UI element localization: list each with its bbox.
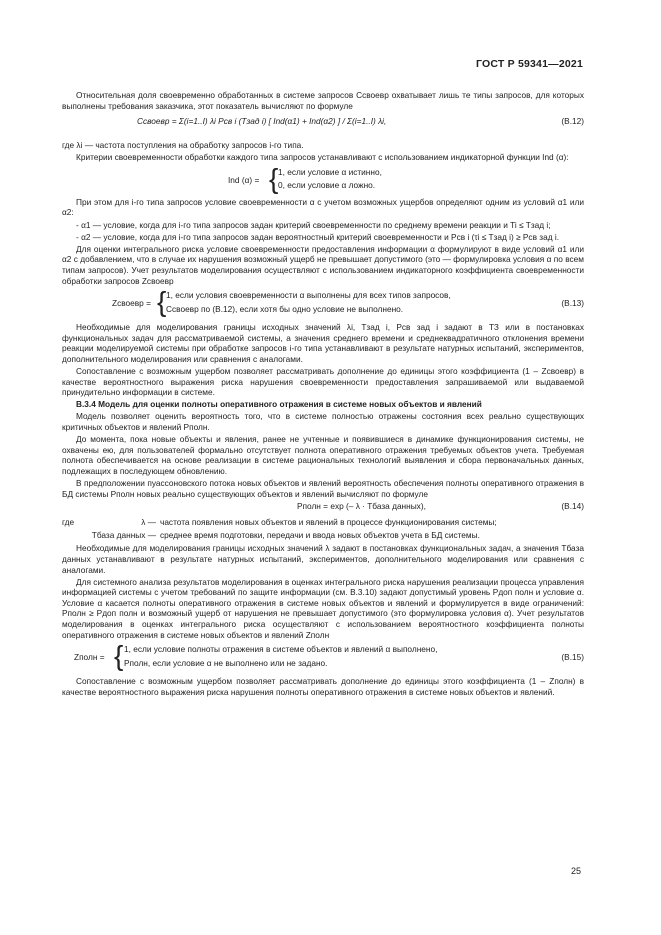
standard-header: ГОСТ Р 59341—2021 <box>475 58 583 70</box>
paragraph: где λi — частота поступления на обработку запросов i-го типа. <box>62 140 304 151</box>
formula-case: 1, если условие α истинно, <box>278 166 382 177</box>
paragraph: Для оценки интегрального риска условие своевременности предоставления информации α формулируют в виде условий α1 или α2 с добавлением, что в случае их нарушения возможный ущерб не превышает допустимого (это — формулировка условия α по всем типам запросов). Учет результатов моделирования осуществляют с использованием индикаторного коэффициента своевременности обработки запросов Zсвоевр <box>62 243 584 286</box>
formula-number: (B.14) <box>561 501 584 512</box>
paragraph: До момента, пока новые объекты и явления, ранее не учтенные и появившиеся в динамике функционирования системы, не охвачены ею, для пользователей формально отсутствует полнота оперативного отражения требуемых объектов учета. Требуемая полнота обеспечивается на основе реализации в системе рациональных технологий выявления и сбора первоначальных данных, подлежащих в последующем обновлению. <box>62 434 584 476</box>
where-label: где λ — <box>62 517 156 528</box>
formula-case: Cсвоевр по (B.12), если хотя бы одно условие не выполнено. <box>166 304 404 315</box>
paragraph: - α2 — условие, когда для i-го типа запросов задан вероятностный критерий своевременности и Pсв i (τi ≤ Tзад i) ≥ Pсв зад i. <box>76 231 559 242</box>
paragraph: Необходимые для моделирования границы исходных значений λi, Tзад i, Pсв зад i задают в ТЗ или в постановках функциональных задач для рассматриваемой системы, а значения среднего времени и среднеквадратичного отклонения времени реакции моделируемой системы при обработке запросов i-го типа устанавливают в результате натурных испытаний, экспериментов, дополнительного моделирования или сравнения с аналогами. <box>62 322 584 364</box>
paragraph: Необходимые для моделирования границы исходных значений λ задают в постановках функциональных задач, а значения Tбаза данных устанавливают в результате натурных испытаний, экспериментов, дополнительного моделирования или сравнения с аналогами. <box>62 543 584 575</box>
brace-icon: { <box>114 640 124 672</box>
formula-case: 1, если условие полноты отражения в системе объектов и явлений α выполнено, <box>124 644 438 655</box>
paragraph: Относительная доля своевременно обработанных в системе запросов Cсвоевр охватывает лишь те типы запросов, для которых выполнены требования заказчика, этот показатель вычисляют по формуле <box>62 90 584 111</box>
where-list <box>62 517 584 528</box>
formula-number: (B.13) <box>561 298 584 309</box>
formula-lhs: Ind (α) = <box>228 174 260 185</box>
section-heading: В.3.4 Модель для оценки полноты оперативного отражения в системе новых объектов и явлений <box>76 399 482 410</box>
formula-case: Pполн, если условие α не выполнено или не задано. <box>124 658 328 669</box>
where-list <box>62 530 584 541</box>
page-number: 25 <box>570 866 581 876</box>
formula-case: 0, если условие α ложно. <box>278 179 376 190</box>
formula-b12 <box>62 116 584 134</box>
formula-b13 <box>62 286 584 318</box>
formula-b15 <box>62 640 584 672</box>
paragraph: Сопоставление с возможным ущербом позволяет рассматривать дополнение до единицы этого коэффициента (1 – Zполн) в качестве вероятностного выражения риска нарушения полноты оперативного отражения в системе новых объектов и явлений. <box>62 676 584 697</box>
formula-text: Pполн = exp (– λ · Tбаза данных), <box>297 501 426 512</box>
where-item: частота появления новых объектов и явлений в процессе функционирования системы; <box>160 517 497 528</box>
formula-number: (B.12) <box>561 116 584 127</box>
where-item: среднее время подготовки, передачи и ввода новых объектов учета в БД системы. <box>160 529 480 540</box>
formula-case: 1, если условия своевременности α выполнены для всех типов запросов, <box>166 290 451 301</box>
brace-icon: { <box>269 162 279 194</box>
paragraph: При этом для i-го типа запросов условие своевременности α с учетом возможных ущербов определяют одним из условий α1 или α2: <box>62 196 584 218</box>
formula-number: (B.15) <box>561 652 584 663</box>
formula-lhs: Zсвоевр = <box>112 298 151 309</box>
paragraph: Сопоставление с возможным ущербом позволяет рассматривать дополнение до единицы этого коэффициента (1 – Zсвоевр) в качестве вероятностного выражения риска нарушения своевременности предоставления запрашиваемой или выдаваемой принудительно информации в системе. <box>62 366 584 398</box>
formula-indicator <box>62 162 584 194</box>
paragraph: - α1 — условие, когда для i-го типа запросов задан критерий своевременности по среднему времени реакции и Ti ≤ Tзад i; <box>76 219 551 230</box>
formula-b14 <box>62 501 584 513</box>
paragraph: Модель позволяет оценить вероятность того, что в системе полностью отражены состояния всех реально существующих критичных объектов и явлений Pполн. <box>62 411 584 432</box>
paragraph: Для системного анализа результатов моделирования в оценках интегрального риска нарушения реализации процесса управления информацией системы с учетом требований по защите информации (см. B.3.10) задают допустимый уровень Pдоп полн и условие α. Условие α касается полноты оперативного отражения в системе новых объектов и явлений и формулируется в виде ограничений: Pполн ≥ Pдоп полн и возможный ущерб от нарушения не превышает допустимого (это формулировка условия α). Учет результатов моделирования в оценках интегрального риска осуществляют с использованием вероятностного коэффициента полноты оперативного отражения в системе новых объектов и явлений Zполн <box>62 576 584 640</box>
formula-text: Cсвоевр = Σ(i=1..I) λi Pсв i (Tзад i) [ Ind(α1) + Ind(α2) ] / Σ(i=1..I) λi, <box>137 116 387 127</box>
brace-icon: { <box>157 286 167 318</box>
document-body <box>62 90 584 699</box>
where-symbol: Tбаза данных — <box>91 529 156 540</box>
formula-lhs: Zполн = <box>74 652 105 663</box>
paragraph: В предположении пуассоновского потока новых объектов и явлений вероятность обеспечения полноты оперативного отражения в БД системы Pполн новых реально существующих объектов и явлений вычисляют по формуле <box>62 477 584 499</box>
paragraph: Критерии своевременности обработки каждого типа запросов устанавливают с использованием индикаторной функции Ind (α): <box>76 152 569 163</box>
